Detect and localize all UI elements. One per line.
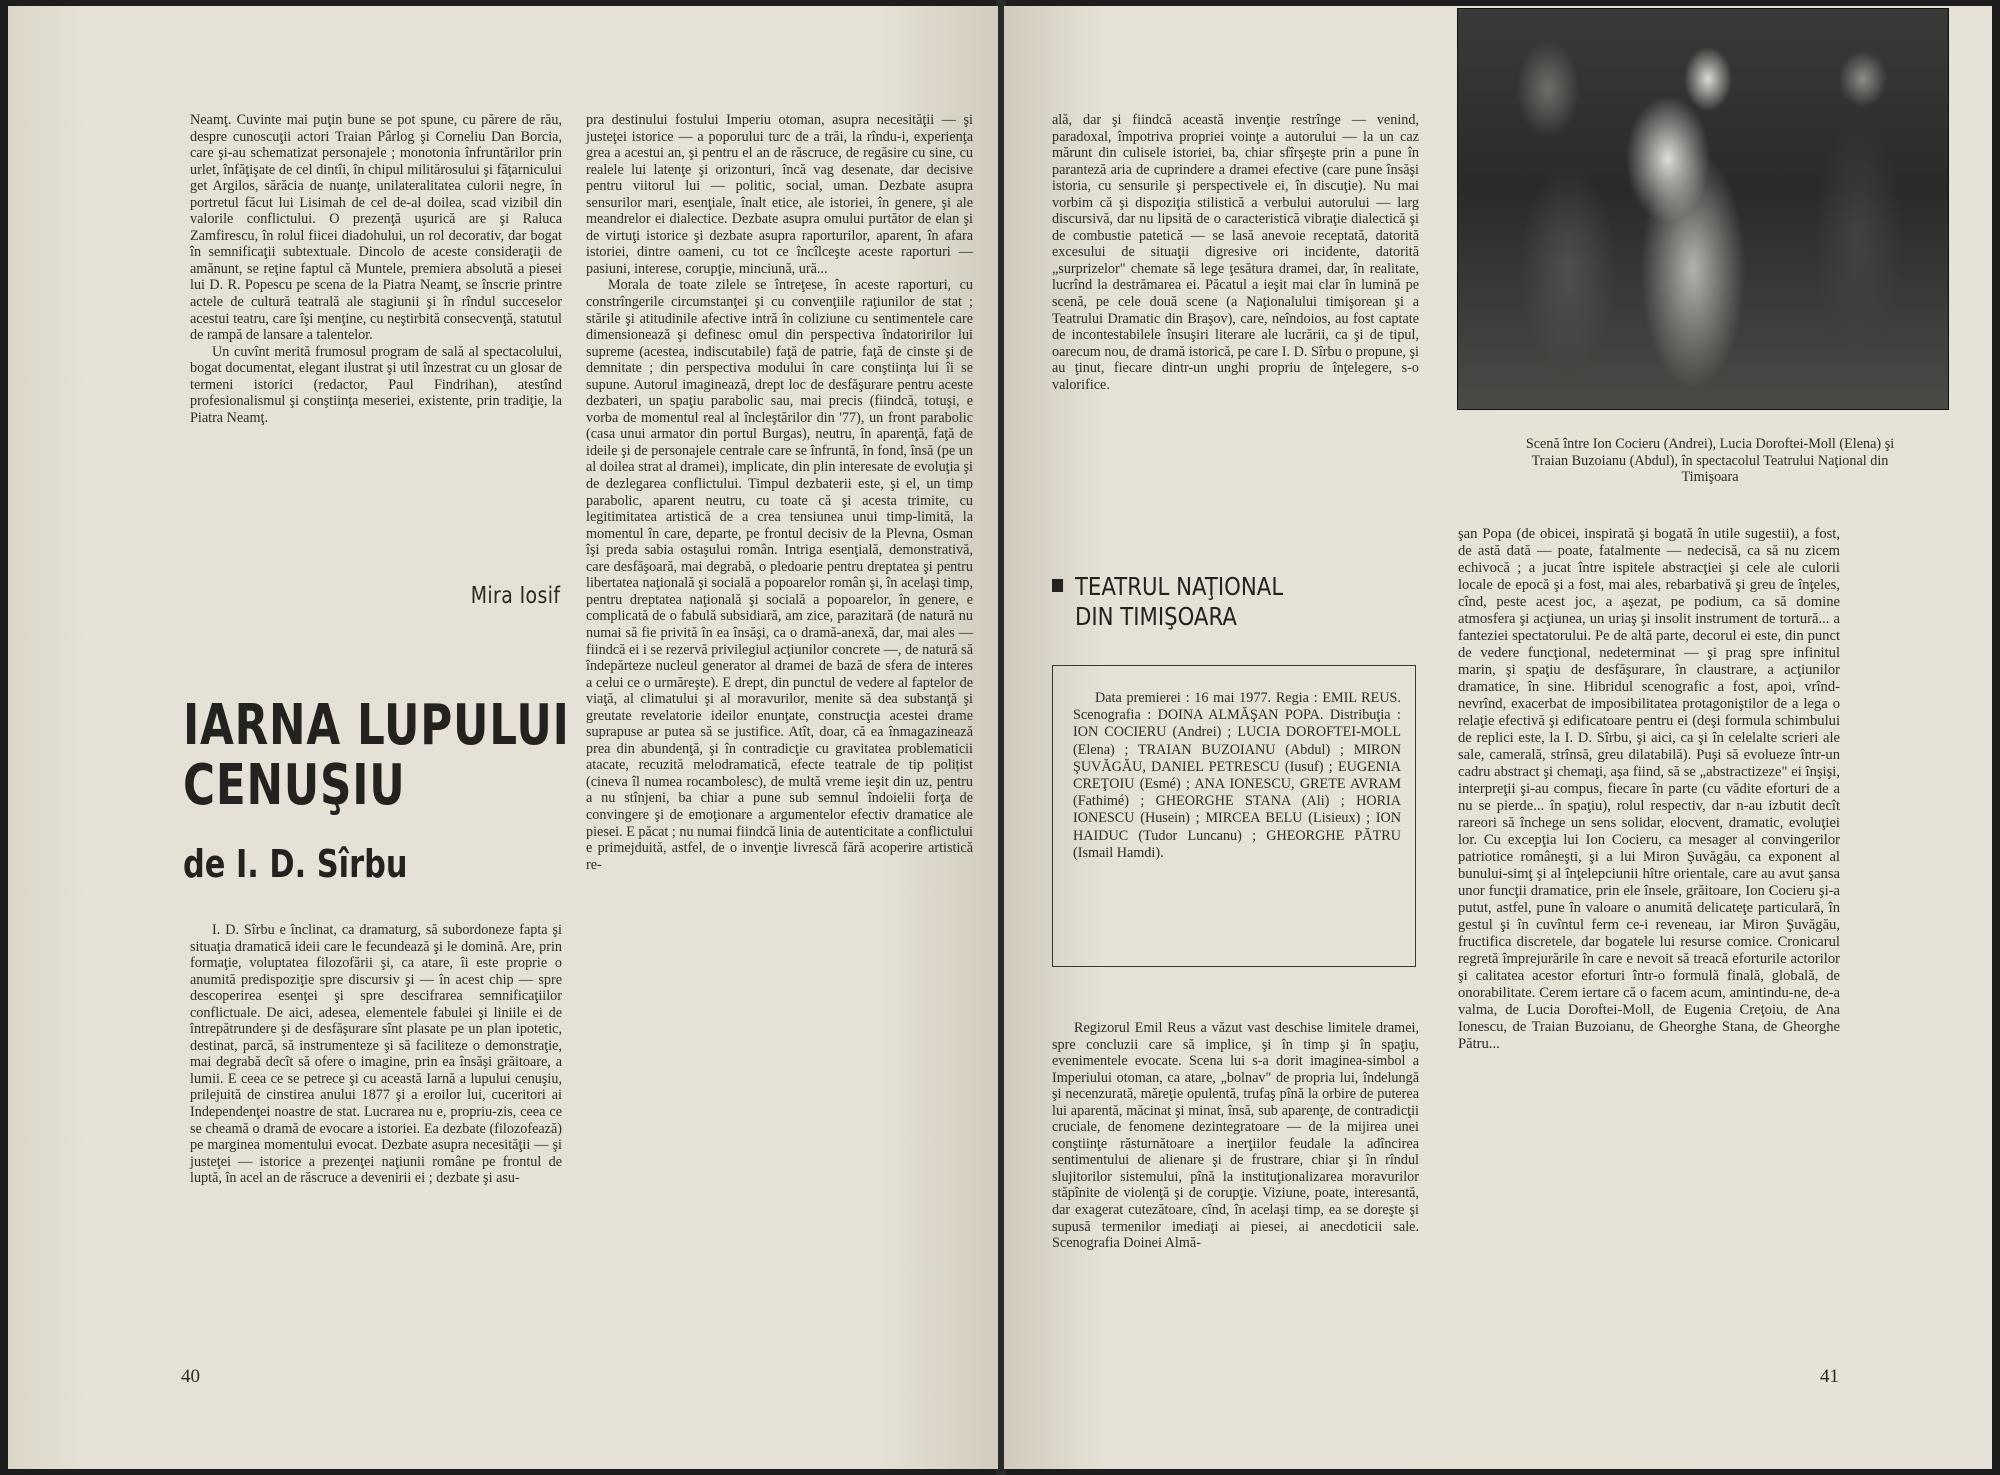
right-column-1-top <box>1052 112 1419 393</box>
right-column-1-bottom <box>1052 1020 1419 1252</box>
paragraph: Un cuvînt merită frumosul program de sală al spectacolului, bogat documentat, elegant ilustrat şi util înzestrat cu un glosar de termeni istorici (redactor, Paul Findrihan), atestînd profesionalismul şi conştiinţa meseriei, existente, prin tradiţie, la Piatra Neamţ. <box>190 343 562 426</box>
photo-caption: Scenă între Ion Cocieru (Andrei), Lucia Doroftei-Moll (Elena) şi Traian Buzoianu (Abdul), în spectacolul Teatrului Naţional din Timişoara <box>1525 436 1895 485</box>
section-heading-line-2: DIN TIMIŞOARA <box>1074 602 1237 631</box>
section-heading <box>1052 572 1283 632</box>
article-title-line-2: CENUŞIU <box>183 753 406 818</box>
page-number-right: 41 <box>1820 1366 1839 1387</box>
section-heading-line-1: TEATRUL NAŢIONAL <box>1074 572 1284 601</box>
author-signature: Mira Iosif <box>470 583 560 609</box>
left-column-1-bottom <box>190 922 562 1187</box>
article-title-line-1: IARNA LUPULUI <box>183 693 570 758</box>
production-credits-box <box>1052 665 1416 967</box>
left-column-2 <box>586 112 973 873</box>
bullet-square-icon <box>1052 579 1063 592</box>
paragraph: pra destinului fostului Imperiu otoman, asupra necesităţii — şi justeţei istorice — a poporului turc de a trăi, la rîndu-i, experienţa grea a acestui an, şi pentru el an de răscruce, de regăsire cu sine, cu realele lui latenţe şi orizonturi, încă vag desenate, dar decisive pentru viitorul lui — politic, social, uman. Dezbate asupra sensurilor mari, esenţiale, înalt etice, ale istoriei, în genere, şi ale meandrelor ei dialectice. Dezbate asupra omului purtător de elan şi de virtuţi istorice şi dezbate asupra raporturilor, aparent, în afara istoriei, dintre oameni, cu tot ce încîlceşte aceste raporturi — pasiuni, interese, corupţie, minciună, ură... <box>586 112 973 277</box>
article-title <box>183 693 570 818</box>
paragraph: ală, dar şi fiindcă această invenţie restrînge — venind, paradoxal, împotriva propriei voinţe a autorului — la un caz mărunt din culisele istoriei, ba, chiar sfîrşeşte prin a pune în paranteză aria de cuprindere a dramei efective (care pune însăşi istoria, cu sensurile şi perspectivele ei, în discuţie). Nu mai vorbim că şi dispoziţia stilistică a verbului autorului — larg discursivă, dar nu lipsită de o caracteristică vibraţie dialectică şi de combustie patetică — se lasă anevoie receptată, datorită excesului de situaţii digresive ori incidente, datorită „surprizelor" chemate să lege ţesătura dramei, dar, în realitate, lucrînd la destrămarea ei. Păcatul a ieşit mai clar în lumină pe scenă, pe cele două scene (a Naţionalului timişorean şi a Teatrului Dramatic din Braşov), care, neîndoios, au fost captate de incontestabilele însuşiri literare ale lucrării, ca şi de tipul, oarecum nou, de dramă istorică, pe care I. D. Sîrbu o propune, şi au ţinut, fiecare dintr-un unghi propriu de înţelegere, s-o valorifice. <box>1052 112 1419 393</box>
page-number-left: 40 <box>181 1366 200 1387</box>
article-byline: de I. D. Sîrbu <box>183 842 408 886</box>
paragraph: şan Popa (de obicei, inspirată şi bogată în utile sugestii), a fost, de astă dată — poate, fatalmente — nedecisă, ca să nu zicem echivocă ; a jucat între ispitele abstracţiei şi cele ale culorii locale de epocă şi a fost, mai ales, rebarbativă şi greu de înţeles, cînd, peste acest joc, a aşezat, pe podium, ca să domine atmosfera şi acţiunea, un uriaş şi insolit instrument de tortură... a fanteziei spectatorului. Pe de altă parte, decorul ei este, din punct de vedere funcţional, nedeterminat — şi prag spre infinitul marin, şi spaţiu de desfăşurare, în claustrare, a acţiunilor dramatice, în sine. Hibridul scenografic a fost, apoi, vrînd-nevrînd, exacerbat de imposibilitatea protagoniştilor de a lega o relaţie efectivă şi edificatoare pentru ei (deşi formula schimbului de replici este, la I. D. Sîrbu, şi aici, ca şi în celelalte scrieri ale sale, camerală, strînsă, greu dilatabilă). Puşi să evolueze într-un cadru abstract şi chemaţi, aşa fiind, să se „abstractizeze" ei înşişi, interpreţii şi-au compus, fiecare în parte (cu vădite eforturi de a nu se pierde... în spaţiu), rolul respectiv, dar n-au izbutit decît rareori să închege un sens solidar, elocvent, dramatic, evoluţiei lor. Cu excepţia lui Ion Cocieru, ca mesager al convingerilor patriotice româneşti, şi a lui Miron Şuvăgău, ca exponent al bunului-simţ şi al înţelepciunii hître orientale, care au avut şansa unor funcţii dramatice, prin ele însele, grăitoare, Ion Cocieru şi-a putut, astfel, pune în valoare o anumită delicateţe particulară, în gestul şi în cuvîntul ferm ce-i reveneau, iar Miron Şuvăgău, fructifica discretele, dar bogatele lui resurse comice. Cronicarul regretă împrejurările în care e nevoit să treacă eforturile actorilor şi calitatea acestor eforturi într-o formulă finală, globală, de onorabilitate. Cerem iertare că o facem acum, amintindu-ne, de-a valma, de Lucia Doroftei-Moll, de Eugenia Creţoiu, de Ana Ionescu, de Traian Buzoianu, de Gheorghe Stana, de Gheorghe Pătru... <box>1458 526 1840 1052</box>
right-column-2 <box>1458 526 1840 1053</box>
paragraph: I. D. Sîrbu e înclinat, ca dramaturg, să subordoneze fapta şi situaţia dramatică ideii care le fecundează şi le domină. Are, prin formaţie, voluptatea filozofării şi, ca atare, îi este proprie o anumită predispoziţie spre discursiv şi — în acest chip — spre descoperirea esenţei şi spre descifrarea semnificaţiilor conflictuale. De aici, adesea, elementele fabulei şi liniile ei de întrepătrundere şi de desfăşurare sînt plasate pe un plan ipotetic, destinat, parcă, să instrumenteze şi să faciliteze o demonstraţie, mai degrabă decît să ofere o imagine, prin ea însăşi grăitoare, a lumii. E ceea ce se petrece şi cu această Iarnă a lupului cenuşiu, prilejuită de cinstirea anului 1877 şi a eroilor lui, cuceritori ai Independenţei noastre de stat. Lucrarea nu e, propriu-zis, ceea ce se cheamă o dramă de evocare a istoriei. Ea dezbate (filozofează) pe marginea momentului evocat. Dezbate asupra necesităţii — şi justeţei — istorice a prezenţei naţiunii române pe frontul de luptă, în acel an de răscruce a devenirii ei ; dezbate şi asu- <box>190 922 562 1187</box>
credits-text: Data premierei : 16 mai 1977. Regia : EMIL REUS. Scenografia : DOINA ALMĂŞAN POPA. Distribuţia : ION COCIERU (Andrei) ; LUCIA DOROFTEI-MOLL (Elena) ; TRAIAN BUZOIANU (Abdul) ; MIRON ŞUVĂGĂU, DANIEL PETRESCU (Iusuf) ; EUGENIA CREŢOIU (Esmé) ; ANA IONESCU, GRETE AVRAM (Fathimé) ; GHEORGHE STANA (Ali) ; HORIA IONESCU (Husein) ; MIRCEA BELU (Lisieux) ; ION HAIDUC (Tudor Luncanu) ; GHEORGHE PĂTRU (Ismail Hamdi). <box>1073 690 1401 861</box>
paragraph: Morala de toate zilele se întreţese, în aceste raporturi, cu constrîngerile circumstanţei şi cu convenţiile raţiunilor de stat ; stările şi atitudinile afective intră în coliziune cu sentimentele care dimensionează şi definesc omul din perspectiva îndatoririlor lui supreme (acestea, indiscutabile) faţă de patrie, faţă de cinste şi de demnitate ; din perspectiva modului în care conştiinţa lui îi se supune. Autorul imaginează, drept loc de desfăşurare pentru aceste dezbateri, un spaţiu parabolic sau, mai precis (fiindcă, totuşi, e vorba de momentul real al încleştărilor din '77), un front parabolic (casa unui armator din portul Burgas), neutru, în aparenţă, faţă de ideile şi de personajele centrale care se înfruntă, în fond, însă (pe un al doilea strat al dramei), implicate, din plin interesate de evoluţia şi de dezlegarea conflictului. Timpul dezbaterii este, şi el, un timp parabolic, aparent neutru, cu toate că şi acesta trimite, cu legitimitatea artistică de a crea tensiunea unui timp-limită, la momentul în care, departe, pe frontul decisiv de la Plevna, Osman îşi preda sabia ostaşului român. Intriga esenţială, demonstrativă, care desfăşoară, mai degrabă, o pledoarie pentru dreptatea şi pentru libertatea naţională şi socială a popoarelor român şi, în acelaşi timp, pentru dreptatea naţională şi socială a popoarelor, în genere, e complicată de o fabulă subsidiară, am zice, parazitară (de natură nu numai să fie privită în ea însăşi, ca o dramă-anexă, dar, mai ales — fiindcă ei i se rezervă privilegiul acţiunilor concrete —, de natură să îndepărteze nucleul generator al dramei de bază de sfera de interes a celui ce o urmăreşte). E drept, din punctul de vedere al faptelor de viaţă, al climatului şi al moravurilor, menite să dea substanţă şi greutate revelatorie ideilor enunţate, construcţia acestei drame suprapuse ar putea să se justifice. Atît, doar, că ea înmagazinează prea din abundenţă, şi în contradicţie cu gravitatea problematicii atacate, recuzită melodramatică, efecte teatrale de tip polițist (cineva îl numea rocambolesc), de multă vreme ieşit din uz, pentru a nu stînjeni, ba chiar a pune sub semnul îndoielii forţa de convingere şi de emoţionare a argumentelor efectiv dramatice ale piesei. E păcat ; nu numai fiindcă linia de autenticitate a conflictului e primejduită, astfel, de o invenţie livrescă fără acoperire artistică re- <box>586 277 973 873</box>
left-column-1-top <box>190 112 562 426</box>
stage-photograph <box>1457 8 1949 410</box>
paragraph: Regizorul Emil Reus a văzut vast deschise limitele dramei, spre concluzii care să implice, şi în timp şi în spaţiu, evenimentele evocate. Scena lui s-a dorit imaginea-simbol a Imperiului otoman, ca atare, „bolnav" de propria lui, îndelungă şi necenzurată, măreţie opulentă, trufaş pînă la orbire de puterea lui aparentă, măcinat şi minat, însă, sub aparenţe, de contradicţii cruciale, de fenomene dezintegratoare — de la mijirea unei conştiinţe răsturnătoare a inerţiilor feudale la adîncirea sentimentului de alienare şi de frustrare, chiar şi în rîndul slujitorilor sistemului, pînă la instituţionalizarea moravurilor stăpînite de violenţă şi de corupţie. Viziune, poate, interesantă, dar exagerat cutezătoare, cînd, în acelaşi timp, ea se doreşte şi supusă termenilor imediaţi ai piesei, ai anecdoticii sale. Scenografia Doinei Almă- <box>1052 1020 1419 1252</box>
paragraph: Neamţ. Cuvinte mai puţin bune se pot spune, cu părere de rău, despre cunoscuţii actori Traian Pârlog şi Corneliu Dan Borcia, care şi-au schematizat personajele ; monotonia înfruntărilor prin urlet, înfăţişate de cel dintîi, în chipul militărosului şi făţarnicului get Argilos, sărăcia de nuanţe, unilateralitatea culorii negre, în portretul făcut lui Lisimah de cel de-al doilea, scad vizibil din valorile conflictului. O prezenţă uşurică are şi Raluca Zamfirescu, în rolul fiicei diadohului, un rol decorativ, dar bogat în semnificaţii subtextuale. Dincolo de aceste consideraţii de amănunt, se reţine faptul că Muntele, premiera absolută a piesei lui D. R. Popescu pe scena de la Piatra Neamţ, se înscrie printre actele de cultură teatrală ale stagiunii şi în rîndul succeselor acestui teatru, care îşi menţine, cu neştirbită consecvenţă, statutul de rampă de lansare a talentelor. <box>190 112 562 344</box>
